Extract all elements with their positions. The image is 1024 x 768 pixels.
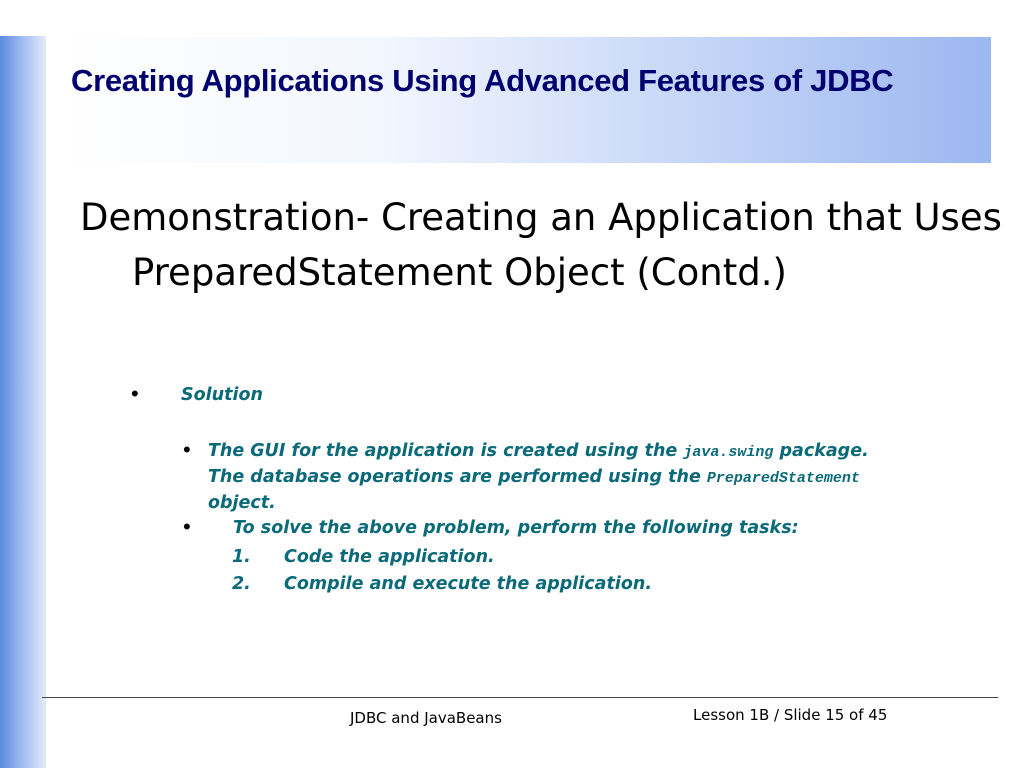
task-number: 2. — [232, 574, 251, 594]
slide-heading: Demonstration- Creating an Application that Uses PreparedStatement Object (Contd.) — [80, 196, 1002, 294]
footer-divider — [42, 697, 998, 698]
left-bar-top-gap — [0, 0, 46, 36]
gui-text-part-3: object. — [207, 493, 276, 513]
solution-label: Solution — [181, 385, 263, 405]
gui-description-bullet — [183, 439, 903, 515]
gui-text-part-1: The GUI for the application is created using the — [207, 441, 684, 461]
gui-description — [208, 439, 903, 515]
task-text: Compile and execute the application. — [284, 574, 652, 594]
gui-text-part-2: package. The database operations are performed using the — [207, 441, 869, 487]
bullet-icon: • — [183, 514, 191, 539]
footer-course: JDBC and JavaBeans — [350, 709, 502, 727]
code-preparedstatement: PreparedStatement — [706, 470, 860, 487]
footer-slide-info: Lesson 1B / Slide 15 of 45 — [693, 706, 888, 724]
code-java-swing: java.swing — [683, 444, 774, 461]
tasks-intro-bullet — [183, 516, 903, 540]
solution-bullet — [131, 383, 263, 407]
task-number: 1. — [232, 547, 251, 567]
task-item — [232, 572, 652, 596]
left-decorative-bar — [0, 0, 46, 768]
tasks-intro: To solve the above problem, perform the following tasks: — [233, 518, 799, 538]
slide-title: Creating Applications Using Advanced Features of JDBC — [71, 63, 894, 98]
bullet-icon: • — [183, 437, 191, 462]
bullet-icon: • — [131, 381, 139, 406]
task-text: Code the application. — [284, 547, 495, 567]
task-item — [232, 545, 495, 569]
